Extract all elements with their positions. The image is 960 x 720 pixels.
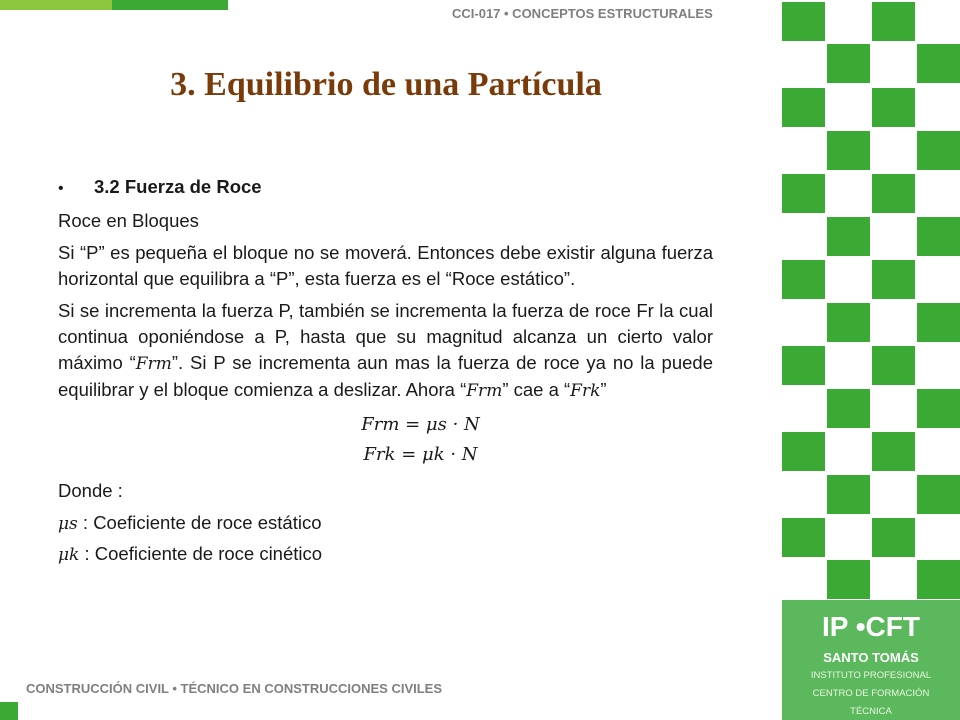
paragraph-max-friction [58, 298, 713, 404]
symbol-frm-2: Frm [466, 381, 503, 401]
checker-cell [872, 260, 915, 299]
checkerboard-decoration [782, 0, 960, 600]
paragraph-part-a: Si se incrementa la fuerza P, también se incrementa la fuerza de roce Fr la cual continua oponiéndose a P, hasta que su magnitud alcanza un cierto valor máximo “ [58, 300, 713, 373]
checker-cell [872, 2, 915, 41]
section-bullet-row [58, 174, 713, 202]
subheading: Roce en Bloques [58, 210, 199, 231]
checker-cell [827, 560, 870, 599]
definition-kinetic [58, 541, 713, 568]
definition-static-text: : Coeficiente de roce estático [77, 512, 322, 533]
checker-cell [872, 518, 915, 557]
checker-cell [917, 475, 960, 514]
checker-cell [782, 432, 825, 471]
logo-ip-cft: IP •CFT [822, 611, 920, 642]
checker-cell [872, 346, 915, 385]
checker-cell [827, 475, 870, 514]
top-accent-bar-light [0, 0, 112, 10]
definition-kinetic-text: : Coeficiente de roce cinético [79, 543, 323, 564]
mu-s-symbol: μs [58, 514, 78, 534]
logo-line-1: INSTITUTO PROFESIONAL [810, 670, 932, 681]
checker-cell [827, 131, 870, 170]
checker-cell [827, 303, 870, 342]
checker-cell [872, 432, 915, 471]
top-accent-bar-dark [112, 0, 228, 10]
checker-cell [782, 346, 825, 385]
checker-cell [827, 389, 870, 428]
institution-logo [782, 600, 960, 720]
checker-cell [782, 174, 825, 213]
paragraph-static-friction: Si “P” es pequeña el bloque no se moverá. Entonces debe existir alguna fuerza horizontal que equilibra a “P”, esta fuerza es el “Roce estático”. [58, 242, 713, 289]
definition-static [58, 510, 713, 537]
program-footer: CONSTRUCCIÓN CIVIL • TÉCNICO EN CONSTRUCCIONES CIVILES [26, 681, 443, 696]
checker-cell [917, 560, 960, 599]
checker-cell [917, 44, 960, 83]
mu-k-symbol: μk [58, 545, 80, 565]
slide-title: 3. Equilibrio de una Partícula [170, 66, 602, 103]
checker-cell [782, 518, 825, 557]
slide-content [58, 174, 713, 572]
checker-cell [872, 88, 915, 127]
checker-cell [782, 260, 825, 299]
donde-label: Donde : [58, 480, 123, 501]
checker-cell [917, 303, 960, 342]
checker-cell [827, 217, 870, 256]
checker-cell [872, 174, 915, 213]
checker-cell [782, 2, 825, 41]
formula-static: Frm = μs · N [361, 414, 480, 435]
course-code-header: CCI-017 • CONCEPTOS ESTRUCTURALES [452, 6, 713, 21]
paragraph-part-b: ”. Si P se incrementa aun mas la fuerza de roce ya no la puede equilibrar y el bloque comienza a deslizar. Ahora “ [58, 352, 713, 400]
symbol-frk: Frk [570, 381, 601, 401]
logo-line-3: TÉCNICA [850, 706, 892, 717]
paragraph-part-d: ” [600, 379, 607, 400]
paragraph-part-c: ” cae a “ [502, 379, 571, 400]
section-heading: 3.2 Fuerza de Roce [94, 176, 262, 197]
symbol-frm: Frm [135, 354, 172, 374]
checker-cell [917, 389, 960, 428]
checker-cell [782, 88, 825, 127]
checker-cell [917, 217, 960, 256]
corner-accent-square [0, 702, 18, 720]
logo-line-2: CENTRO DE FORMACIÓN [812, 688, 930, 699]
bullet-icon: • [58, 180, 64, 197]
logo-santo-tomas: SANTO TOMÁS [823, 650, 919, 665]
checker-cell [917, 131, 960, 170]
checker-cell [827, 44, 870, 83]
formula-kinetic: Frk = μk · N [363, 444, 478, 465]
